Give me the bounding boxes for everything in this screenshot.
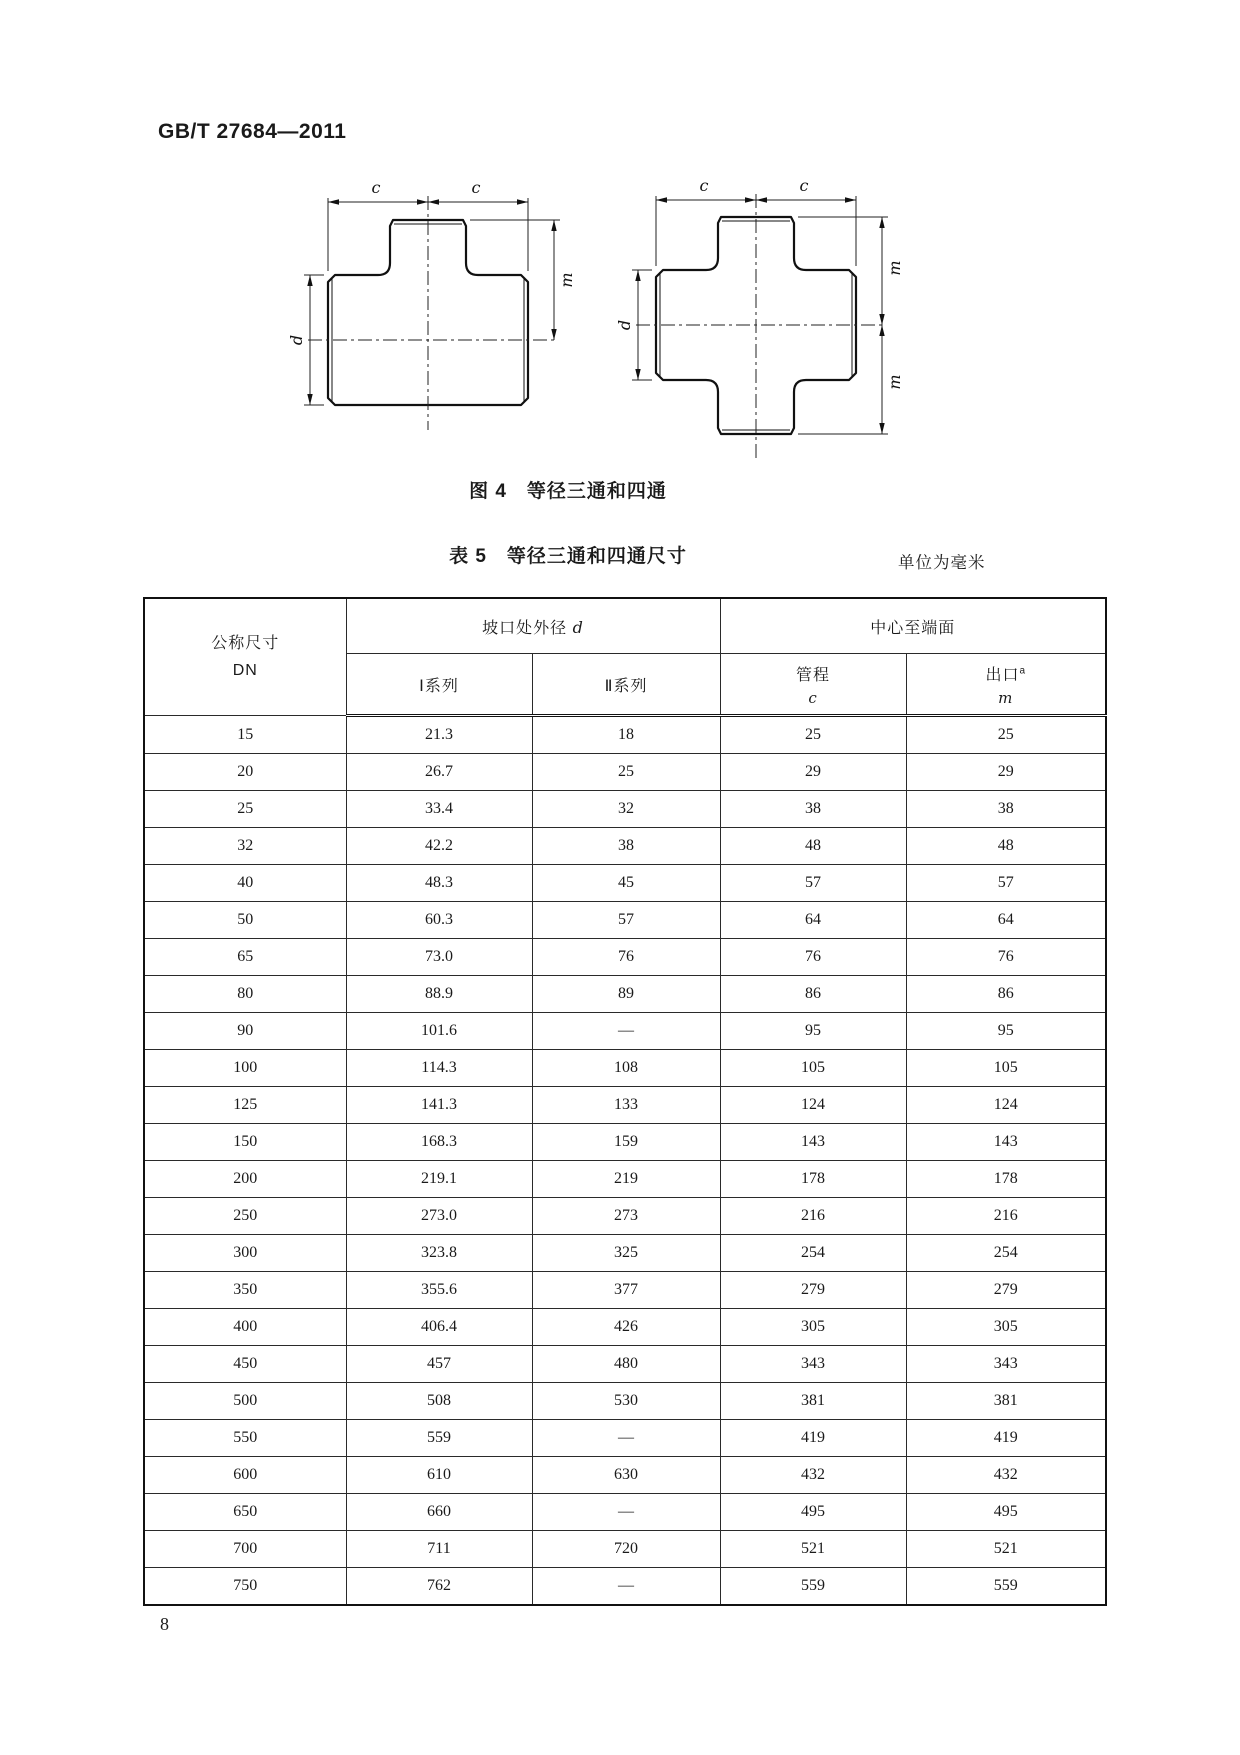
table-cell: 48.3 [346,865,532,902]
table-cell: 219 [532,1161,720,1198]
header-run-label: 管程 [796,666,831,684]
arrowhead [428,199,439,204]
table-cell: 530 [532,1383,720,1420]
header-series-1: Ⅰ系列 [346,654,532,716]
arrowhead [845,197,856,202]
table-cell: 32 [532,791,720,828]
table-cell: 381 [906,1383,1106,1420]
table-cell: 279 [720,1272,906,1309]
cross-drawing-svg [596,172,916,472]
table-cell: — [532,1013,720,1050]
table-cell: 100 [144,1050,346,1087]
unit-note: 单位为毫米 [898,554,986,572]
arrowhead [307,275,312,286]
table-cell: 90 [144,1013,346,1050]
table-row [144,1457,1106,1494]
table-row [144,1087,1106,1124]
table-cell: 76 [720,939,906,976]
table-cell: — [532,1420,720,1457]
table-row [144,1494,1106,1531]
footnote-marker: a [1019,665,1027,677]
table-cell: 350 [144,1272,346,1309]
arrowhead [879,314,884,325]
table-row [144,902,1106,939]
table-cell: 86 [720,976,906,1013]
cross-diagram [596,172,916,472]
table-cell: 550 [144,1420,346,1457]
arrowhead [328,199,339,204]
table-cell: 762 [346,1568,532,1606]
table-cell: 355.6 [346,1272,532,1309]
arrowhead [656,197,667,202]
table-cell: 50 [144,902,346,939]
table-cell: 95 [906,1013,1106,1050]
table-cell: 168.3 [346,1124,532,1161]
table-row [144,939,1106,976]
table-cell: 400 [144,1309,346,1346]
table-cell: 25 [144,791,346,828]
table-cell: 700 [144,1531,346,1568]
table-row [144,791,1106,828]
table-cell: 125 [144,1087,346,1124]
header-nominal-size [144,598,346,716]
table-cell: 21.3 [346,716,532,754]
table-cell: 33.4 [346,791,532,828]
table-cell: 521 [720,1531,906,1568]
table-cell: 200 [144,1161,346,1198]
arrowhead [551,329,556,340]
table-cell: 273.0 [346,1198,532,1235]
standard-number: GB/T 27684—2011 [158,120,347,143]
table-cell: 711 [346,1531,532,1568]
table-title: 表 5 等径三通和四通尺寸 [449,546,687,567]
dim-label-d: d [287,334,306,346]
dim-label-m: m [557,272,576,288]
table-cell: 254 [906,1235,1106,1272]
table-row [144,1346,1106,1383]
table-row [144,1568,1106,1606]
table-row [144,1124,1106,1161]
table-cell: 32 [144,828,346,865]
table-row [144,865,1106,902]
table-cell: 65 [144,939,346,976]
arrowhead [745,197,756,202]
table-row [144,1309,1106,1346]
table-cell: 20 [144,754,346,791]
table-cell: 150 [144,1124,346,1161]
table-cell: 432 [720,1457,906,1494]
table-cell: 419 [906,1420,1106,1457]
tee-diagram [268,172,588,442]
header-outlet-label: 出口 [985,666,1020,684]
table-cell: 300 [144,1235,346,1272]
table-cell: 720 [532,1531,720,1568]
table-cell: 381 [720,1383,906,1420]
table-cell: 450 [144,1346,346,1383]
table-header-group-row [144,598,1106,654]
table-cell: 495 [720,1494,906,1531]
table-cell: 521 [906,1531,1106,1568]
table-cell: 95 [720,1013,906,1050]
header-outlet-symbol: m [998,688,1014,707]
table-cell: 610 [346,1457,532,1494]
dim-label-c: c [471,178,481,197]
arrowhead [517,199,528,204]
table-cell: 178 [906,1161,1106,1198]
table-cell: 432 [906,1457,1106,1494]
arrowhead [307,394,312,405]
table-row [144,1198,1106,1235]
table-cell: 124 [906,1087,1106,1124]
table-cell: 101.6 [346,1013,532,1050]
dim-label-d: d [615,319,634,331]
arrowhead [879,423,884,434]
table-cell: 76 [906,939,1106,976]
table-cell: 273 [532,1198,720,1235]
table-cell: 15 [144,716,346,754]
table-cell: 105 [906,1050,1106,1087]
header-series-2: Ⅱ系列 [532,654,720,716]
table-cell: 38 [532,828,720,865]
table-cell: 216 [906,1198,1106,1235]
dimensions-table [143,597,1107,1606]
table-row [144,828,1106,865]
table-cell: 419 [720,1420,906,1457]
table-cell: 377 [532,1272,720,1309]
table-cell: 559 [346,1420,532,1457]
table-row [144,1050,1106,1087]
table-cell: 141.3 [346,1087,532,1124]
figure-caption: 图 4 等径三通和四通 [469,481,667,502]
table-cell: 42.2 [346,828,532,865]
arrowhead [756,197,767,202]
table-cell: 89 [532,976,720,1013]
header-group-center-to-end: 中心至端面 [720,598,1106,654]
table-row [144,976,1106,1013]
table-row [144,1383,1106,1420]
arrowhead [417,199,428,204]
table-cell: 216 [720,1198,906,1235]
table-cell: 254 [720,1235,906,1272]
table-cell: 660 [346,1494,532,1531]
arrowhead [879,325,884,336]
dim-label-m: m [885,260,904,276]
dim-label-c: c [371,178,381,197]
table-cell: — [532,1494,720,1531]
table-cell: 25 [720,716,906,754]
table-row [144,1161,1106,1198]
table-cell: 25 [532,754,720,791]
header-dn-label: DN [232,662,258,679]
table-row [144,1013,1106,1050]
table-cell: 343 [720,1346,906,1383]
table-cell: 48 [720,828,906,865]
table-cell: 500 [144,1383,346,1420]
tee-drawing-svg [268,172,588,442]
header-nominal-size-label: 公称尺寸 [211,634,280,652]
header-run-c [720,654,906,716]
table-row [144,716,1106,754]
table-cell: 508 [346,1383,532,1420]
table-cell: 480 [532,1346,720,1383]
arrowhead [879,217,884,228]
table-row [144,754,1106,791]
table-cell: 559 [906,1568,1106,1606]
table-cell: 60.3 [346,902,532,939]
table-cell: 406.4 [346,1309,532,1346]
page-number: 8 [160,1614,169,1634]
table-cell: 86 [906,976,1106,1013]
table-cell: 114.3 [346,1050,532,1087]
table-cell: 45 [532,865,720,902]
table-cell: 159 [532,1124,720,1161]
table-cell: 279 [906,1272,1106,1309]
table-cell: 250 [144,1198,346,1235]
header-outlet-m [906,654,1106,716]
table-cell: 650 [144,1494,346,1531]
table-row [144,1272,1106,1309]
table-cell: 343 [906,1346,1106,1383]
table-cell: 29 [720,754,906,791]
table-row [144,1235,1106,1272]
table-cell: 143 [906,1124,1106,1161]
table-cell: 88.9 [346,976,532,1013]
dim-label-m: m [885,374,904,390]
header-run-symbol: c [808,688,818,707]
table-cell: 48 [906,828,1106,865]
table-cell: 64 [720,902,906,939]
table-cell: 108 [532,1050,720,1087]
table-cell: — [532,1568,720,1606]
table-cell: 495 [906,1494,1106,1531]
header-outside-diameter-symbol: d [572,617,584,637]
table-cell: 29 [906,754,1106,791]
table-cell: 57 [532,902,720,939]
table-cell: 133 [532,1087,720,1124]
table-cell: 630 [532,1457,720,1494]
table-cell: 64 [906,902,1106,939]
table-cell: 40 [144,865,346,902]
table-cell: 600 [144,1457,346,1494]
table-row [144,1420,1106,1457]
table-cell: 76 [532,939,720,976]
table-cell: 323.8 [346,1235,532,1272]
table-cell: 57 [720,865,906,902]
arrowhead [551,220,556,231]
dim-label-c: c [799,176,809,195]
table-cell: 38 [720,791,906,828]
table-row [144,1531,1106,1568]
table-cell: 57 [906,865,1106,902]
table-cell: 457 [346,1346,532,1383]
table-body [144,716,1106,1606]
table-cell: 305 [720,1309,906,1346]
table-cell: 80 [144,976,346,1013]
header-outside-diameter-label: 坡口处外径 [482,619,573,637]
arrowhead [635,369,640,380]
arrowhead [635,270,640,281]
table-cell: 750 [144,1568,346,1606]
table-cell: 18 [532,716,720,754]
table-cell: 143 [720,1124,906,1161]
table-cell: 305 [906,1309,1106,1346]
table-cell: 325 [532,1235,720,1272]
dim-label-c: c [699,176,709,195]
table-cell: 219.1 [346,1161,532,1198]
header-group-outside-diameter [346,598,720,654]
table-cell: 426 [532,1309,720,1346]
table-cell: 26.7 [346,754,532,791]
table-cell: 73.0 [346,939,532,976]
table-cell: 38 [906,791,1106,828]
table-cell: 559 [720,1568,906,1606]
table-cell: 105 [720,1050,906,1087]
table-cell: 25 [906,716,1106,754]
table-cell: 178 [720,1161,906,1198]
table-cell: 124 [720,1087,906,1124]
